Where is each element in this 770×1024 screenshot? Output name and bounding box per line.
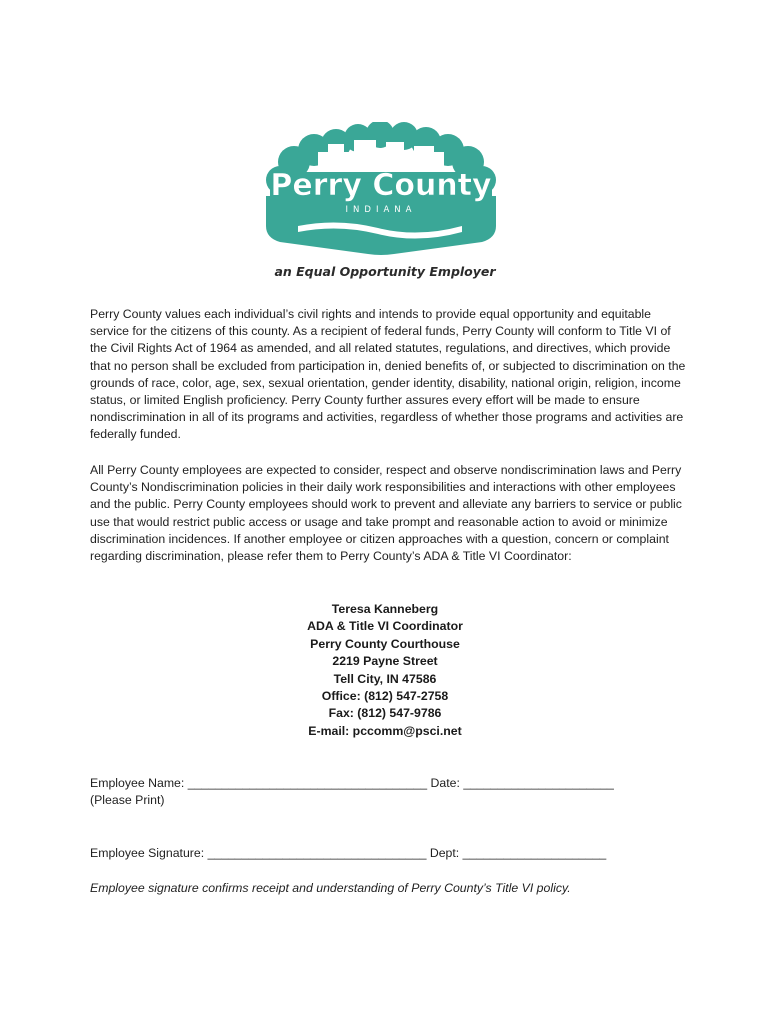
coordinator-name: Teresa Kanneberg — [331, 602, 439, 616]
coordinator-phone: Office: (812) 547-2758 — [321, 689, 449, 704]
coordinator-street: 2219 Payne Street — [332, 654, 438, 669]
coordinator-office: Perry County Courthouse — [310, 636, 460, 651]
signature-confirmation-note: Employee signature confirms receipt and understanding of Perry County’s Title VI policy. — [90, 881, 571, 895]
please-print-note: (Please Print) — [90, 793, 165, 807]
employee-signature-dept-field: Employee Signature: ________________________________ Dept: _____________________ — [90, 846, 607, 860]
perry-county-logo — [258, 122, 504, 258]
logo-subtitle: INDIANA — [345, 205, 417, 215]
policy-paragraph-2: All Perry County employees are expected to consider, respect and observe nondiscrimination laws and Perry County’s Nondiscrimination policies in their daily work responsibilities and interactions with other employees and the public. Perry County employees should work to prevent and alleviate any barriers to service or public use that would restrict public access or usage and take prompt and reasonable action to avoid or minimize discrimination incidences. If another employee or citizen approaches with a question, concern or complaint regarding discrimination, please refer them to Perry County’s ADA & Title VI Coordinator: — [90, 463, 682, 564]
coordinator-fax: Fax: (812) 547-9786 — [328, 706, 442, 721]
logo-graphic — [258, 122, 504, 258]
coordinator-role: ADA & Title VI Coordinator — [307, 619, 463, 634]
coordinator-contact-block — [0, 601, 770, 740]
logo-title: Perry County — [270, 168, 492, 203]
coordinator-email: E-mail: pccomm@psci.net — [308, 723, 462, 738]
coordinator-city: Tell City, IN 47586 — [333, 671, 437, 686]
tagline: an Equal Opportunity Employer — [274, 264, 496, 279]
policy-paragraph-1: Perry County values each individual’s civil rights and intends to provide equal opportunity and equitable service for the citizens of this county. As a recipient of federal funds, Perry County will conform to Title VI of the Civil Rights Act of 1964 as amended, and all related statutes, regulations, and directives, which provide that no person shall be excluded from participation in, denied benefits of, or subjected to discrimination on the grounds of race, color, age, sex, sexual orientation, gender identity, disability, national origin, religion, income status, or limited English proficiency. Perry County further assures every effort will be made to ensure nondiscrimination in all of its programs and activities, regardless of whether those programs and activities are federally funded. — [90, 307, 686, 442]
employee-name-date-field: Employee Name: ___________________________________ Date: ______________________ — [90, 776, 614, 790]
